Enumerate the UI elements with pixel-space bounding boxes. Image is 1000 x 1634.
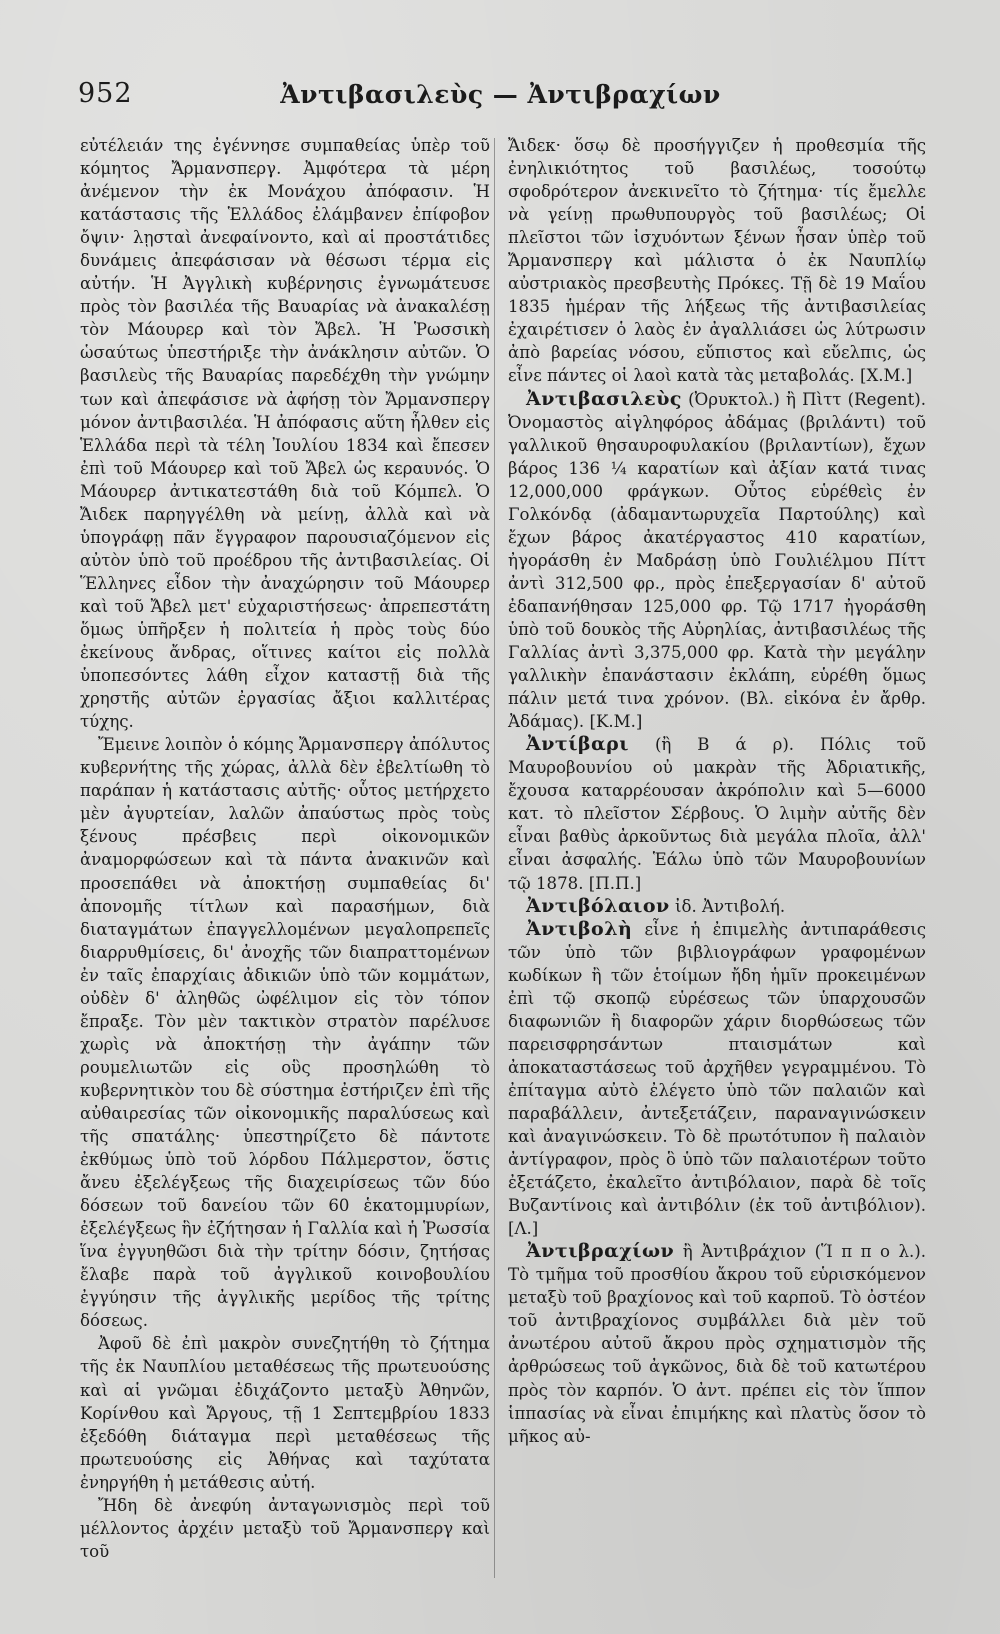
entry-headword: Ἀντιβόλαιον [526, 894, 670, 917]
paragraph: Ἀφοῦ δὲ ἐπὶ μακρὸν συνεζητήθη τὸ ζήτημα τῆς ἐκ Ναυπλίου μεταθέσεως τῆς πρωτευούσης καὶ αἱ γνῶμαι ἐδιχάζοντο μεταξὺ Ἀθηνῶν, Κορίνθου καὶ Ἄργους, τῇ 1 Σεπτεμβρίου 1833 ἐξεδόθη διάταγμα περὶ μεταθέσεως τῆς πρωτευούσης εἰς Ἀθήνας καὶ ταχύτατα ἐνηργήθη ἡ μετάθεσις αὐτή. [80, 1334, 490, 1492]
paragraph: εὐτέλειάν της ἐγέννησε συμπαθείας ὑπὲρ τοῦ κόμητος Ἄρμανσπεργ. Ἀμφότερα τὰ μέρη ἀνέμενον τὴν ἐκ Μονάχου ἀπόφασιν. Ἡ κατάστασις τῆς Ἑλλάδος ἐλάμβανεν ἐπίφοβον ὄψιν· λῃσταὶ ἀνεφαίνοντο, καὶ αἱ προστάτιδες δυνάμεις ἀπεφάσισαν νὰ θέσωσι τέρμα εἰς αὐτήν. Ἡ Ἀγγλικὴ κυβέρνησις ἐγνωμάτευσε πρὸς τὸν βασιλέα τῆς Βαυαρίας νὰ ἀνακαλέσῃ τὸν Μάουρερ καὶ τὸν Ἄβελ. Ἡ Ῥωσσικὴ ὡσαύτως ὑπεστήριξε τὴν ἀνάκλησιν αὐτῶν. Ὁ βασιλεὺς τῆς Βαυαρίας παρεδέχθη τὴν γνώμην των καὶ ἀπεφάσισε νὰ ἀφήσῃ τὸν Ἄρμανσπεργ μόνον ἀντιβασιλέα. Ἡ ἀπόφασις αὕτη ἦλθεν εἰς Ἑλλάδα περὶ τὰ τέλη Ἰουλίου 1834 καὶ ἔπεσεν ἐπὶ τοῦ Μάουρερ καὶ τοῦ Ἄβελ ὡς κεραυνός. Ὁ Μάουρερ ἀντικατεστάθη διὰ τοῦ Κόμπελ. Ὁ Ἄιδεκ παρηγγέλθη νὰ μείνῃ, ἀλλὰ καὶ νὰ ὑπογράφῃ πᾶν ἔγγραφον παρουσιαζόμενον εἰς αὐτὸν ὑπὸ τοῦ προέδρου τῆς ἀντιβασιλείας. Οἱ Ἕλληνες εἶδον τὴν ἀναχώρησιν τοῦ Μάουρερ καὶ τοῦ Ἄβελ μετ' εὐχαριστήσεως· ἀπρεπεστάτη ὅμως ὑπῆρξεν ἡ πολιτεία ἡ πρὸς τοὺς δύο ἐκείνους ἄνδρας, οἵτινες καίτοι εἰς πολλὰ ὑποπεσόντες λάθη εἶχον καταστῇ διὰ τῆς χρηστῆς αὐτῶν ἐργασίας ἄξιοι καλλιτέρας τύχης. [80, 136, 490, 732]
paragraph: Ἄιδεκ· ὅσῳ δὲ προσήγγιζεν ἡ προθεσμία τῆς ἐνηλικιότητος τοῦ βασιλέως, τοσούτῳ σφοδρότερον ἀνεκινεῖτο τὸ ζήτημα· τίς ἔμελλε νὰ γείνῃ πρωθυπουργὸς τοῦ βασιλέως; Οἱ πλεῖστοι τῶν ἰσχυόντων ξένων ἦσαν ὑπὲρ τοῦ Ἄρμανσπεργ καὶ μάλιστα ὁ ἐκ Ναυπλίῳ αὐστριακὸς πρεσβευτὴς Πρόκες. Τῇ δὲ 19 Μαΐου 1835 ἡμέραν τῆς λήξεως τῆς ἀντιβασιλείας ἐχαιρέτισεν ὁ λαὸς ἐν ἀγαλλιάσει ὡς λύτρωσιν ἀπὸ βαρείας νόσου, εὔπιστος καὶ εὔελπις, ὡς εἶνε πάντες οἱ λαοὶ κατὰ τὰς μεταβολάς. [Χ.Μ.] [508, 136, 926, 386]
entry-body: ἢ Ἀντιβράχιον (Ἵ π π ο λ.). Τὸ τμῆμα τοῦ προσθίου ἄκρου τοῦ εὑρισκόμενον μεταξὺ τοῦ βραχίονος καὶ τοῦ καρποῦ. Τὸ ὀστέον τοῦ ἀντιβραχίονος συμβάλλει διὰ μὲν τοῦ ἀνωτέρου αὐτοῦ ἄκρου πρὸς σχηματισμὸν τῆς ἀρθρώσεως τοῦ ἀγκῶνος, διὰ δὲ τοῦ κατωτέρου πρὸς τὸν καρπόν. Ὁ ἀντ. πρέπει εἰς τὸν ἵππον ἱππασίας νὰ εἶναι ἐπιμήκης καὶ πλατὺς ὅσον τὸ μῆκος αὐ- [508, 1242, 926, 1446]
dictionary-entry [508, 1240, 926, 1447]
entry-headword: Ἀντίβαρι [526, 733, 629, 756]
right-column [508, 134, 926, 1448]
column-divider [494, 138, 495, 1578]
dictionary-entry [508, 388, 926, 734]
page-number: 952 [78, 78, 133, 109]
paragraph: Ἔμεινε λοιπὸν ὁ κόμης Ἄρμανσπεργ ἀπόλυτος κυβερνήτης τῆς χώρας, ἀλλὰ δὲν ἐβελτίωθη τὸ παράπαν ἡ κατάστασις αὐτῆς· οὗτος μετήρχετο μὲν ἀγυρτείαν, λαλῶν ἀπαύστως πρὸς τοὺς ξένους πρέσβεις περὶ οἰκονομικῶν ἀναμορφώσεων καὶ τὰ πάντα ἀνακινῶν καὶ προσεπάθει νὰ ἀποκτήσῃ συμπαθείας δι' ἀπονομῆς τίτλων καὶ παρασήμων, διὰ διαταγμάτων ἐπαγγελλομένων μεγαλοπρεπεῖς διαρρυθμίσεις, δι' ἀνοχῆς τῶν διαπραττομένων ἐν ταῖς ἐπαρχίαις ἀδικιῶν ὑπὸ τῶν κομμάτων, οὐδὲν δ' ἀληθῶς ὠφέλιμον εἰς τὸν τόπον ἔπραξε. Τὸν μὲν τακτικὸν στρατὸν παρέλυσε χωρὶς νὰ ἀποκτήσῃ τὴν ἀγάπην τῶν ρουμελιωτῶν εἰς οὓς προσηλώθη τὸ κυβερνητικὸν του δὲ σύστημα ἐστήριζεν ἐπὶ τῆς αὐθαιρεσίας τῶν οἰκονομικῆς παραλύσεως καὶ τῆς σπατάλης· ὑπεστηρίζετο δὲ πάντοτε ἐκθύμως ὑπὸ τοῦ λόρδου Πάλμερστον, ὅστις ἄνευ ἐξελέγξεως τῆς διαχειρίσεως τῶν δύο δόσεων τοῦ δανείου τῶν 60 ἑκατομμυρίων, ἐξελέγξεως ἣν ἐζήτησαν ἡ Γαλλία καὶ ἡ Ῥωσσία ἵνα ἐγγυηθῶσι διὰ τὴν τρίτην δόσιν, ζητήσας ἔλαβε παρὰ τοῦ ἀγγλικοῦ κοινοβουλίου ἐγγύησιν τῆς ἀγγλικῆς μερίδος τῆς τρίτης δόσεως. [80, 735, 490, 1331]
entry-body: ἰδ. Ἀντιβολή. [674, 896, 786, 916]
entry-body: εἶνε ἡ ἐπιμελὴς ἀντιπαράθεσις τῶν ὑπὸ τῶν βιβλιογράφων γραφομένων κωδίκων ἢ τῶν ἑτοίμων ἤδη ἡμῖν προκειμένων ἐπὶ τῷ σκοπῷ εὑρέσεως τῶν ὑπαρχουσῶν διαφωνιῶν ἢ διαφορῶν χάριν διορθώσεως τῶν παρεισφρησάντων πταισμάτων καὶ ἀποκαταστάσεως τοῦ ἀρχῆθεν γεγραμμένου. Τὸ ἐπίταγμα αὐτὸ ἐλέγετο ὑπὸ τῶν παλαιῶν καὶ παραβάλλειν, ἀντεξετάζειν, παραναγινώσκειν καὶ ἀναγινώσκειν. Τὸ δὲ πρωτότυπον ἢ παλαιὸν ἀντίγραφον, πρὸς ὃ ὑπὸ τῶν παλαιοτέρων τοῦτο ἐξετάζετο, ἐκαλεῖτο ἀντιβόλαιον, παρὰ δὲ τοῖς Βυζαντίνοις καὶ ἀντιβόλιν (ἐκ τοῦ ἀντιβόλιον). [Λ.] [508, 919, 926, 1239]
entry-body: (Ὀρυκτολ.) ἢ Πὶττ (Regent). Ὀνομαστὸς αἰγληφόρος ἀδάμας (βριλάντι) τοῦ γαλλικοῦ θησαυροφυλακίου (βριλαντίων), ἔχων βάρος 136 ¼ καρατίων καὶ ἀξίαν κατά τινας 12,000,000 φράγκων. Οὗτος εὑρέθεὶς ἐν Γολκόνδᾳ (ἀδαμαντωρυχεῖα Παρτούλης) καὶ ἔχων βάρος ἀκατέργαστος 410 καρατίων, ἠγοράσθη ἐν Μαδράσῃ ὑπὸ Γουλιέλμου Πίττ ἀντὶ 312,500 φρ., πρὸς ἐπεξεργασίαν δ' αὐτοῦ ἐδαπανήθησαν 125,000 φρ. Τῷ 1717 ἠγοράσθη ὑπὸ τοῦ δουκὸς τῆς Αὐρηλίας, ἀντιβασιλέως τῆς Γαλλίας ἀντὶ 3,375,000 φρ. Κατὰ τὴν μεγάλην γαλλικὴν ἐπανάστασιν ἐκλάπη, εὑρέθη ὅμως πάλιν μετά τινα χρόνον. (Βλ. εἰκόνα ἐν ἄρθρ. Ἀδάμας). [Κ.Μ.] [508, 389, 926, 732]
entry-headword: Ἀντιβασιλεὺς [526, 387, 682, 410]
dictionary-entry [508, 895, 926, 918]
entry-body: (ἢ Β ά ρ). Πόλις τοῦ Μαυροβουνίου οὐ μακρὰν τῆς Ἀδριατικῆς, ἔχουσα καταρρέουσαν ἀκρόπολιν καὶ 5—6000 κατ. τὸ πλεῖστον Σέρβους. Ὁ λιμὴν αὐτῆς δὲν εἶναι βαθὺς ἀρκοῦντως διὰ μεγάλα πλοῖα, ἀλλ' εἶναι ἀσφαλής. Ἑάλω ὑπὸ τῶν Μαυροβουνίων τῷ 1878. [Π.Π.] [508, 735, 926, 893]
dictionary-entry [508, 733, 926, 894]
dictionary-entry [508, 918, 926, 1241]
paragraph: Ἤδη δὲ ἀνεφύη ἀνταγωνισμὸς περὶ τοῦ μέλλοντος ἀρχέιν μεταξὺ τοῦ Ἄρμανσπεργ καὶ τοῦ [80, 1495, 490, 1561]
left-column [80, 134, 490, 1563]
entry-headword: Ἀντιβολὴ [526, 917, 633, 940]
page-header [78, 78, 923, 118]
running-head: Ἀντιβασιλεὺς — Ἀντιβραχίων [280, 80, 721, 109]
entry-headword: Ἀντιβραχίων [526, 1240, 675, 1263]
